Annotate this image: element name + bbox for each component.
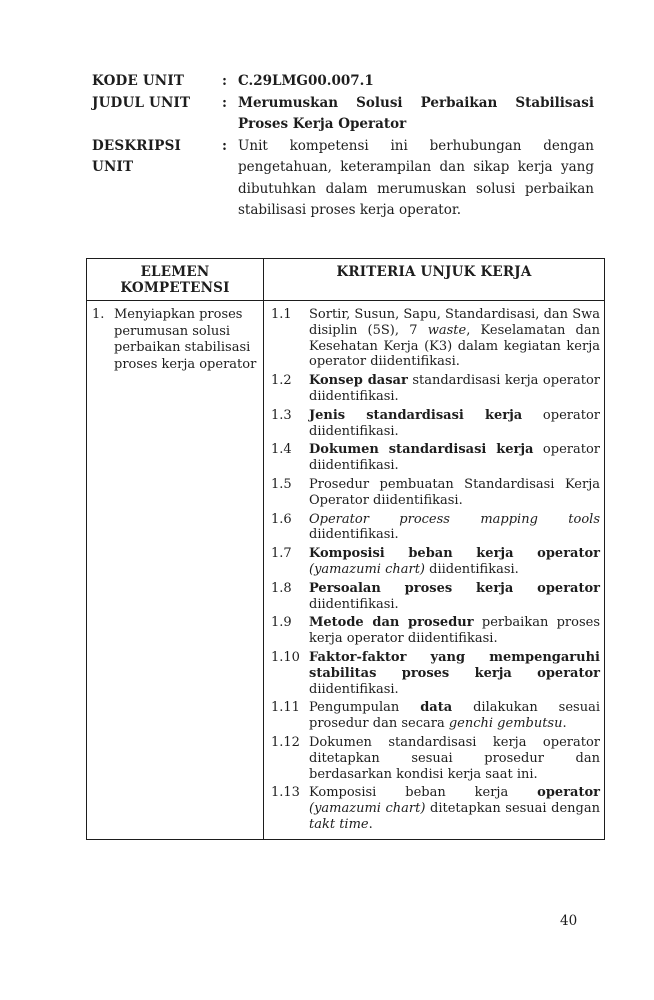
kriteria-item <box>271 735 600 782</box>
kriteria-text: Dokumen standardisasi kerja operator ditetapkan sesuai prosedur dan berdasarkan kondisi kerja saat ini. <box>309 734 600 782</box>
kriteria-item <box>271 581 600 613</box>
kriteria-text: Jenis standardisasi kerja operator diidentifikasi. <box>309 407 600 439</box>
kriteria-text: Sortir, Susun, Sapu, Standardisasi, dan Swa disiplin (5S), 7 waste, Keselamatan dan Kesehatan Kerja (K3) dalam kegiatan kerja operator diidentifikasi. <box>309 307 600 370</box>
kriteria-item <box>271 546 600 578</box>
kriteria-number: 1.3 <box>271 407 292 423</box>
unit-header <box>92 71 594 222</box>
elemen-item <box>92 307 259 373</box>
kriteria-item <box>271 650 600 697</box>
unit-header-row-kode <box>92 71 594 93</box>
kriteria-number: 1.2 <box>271 373 292 389</box>
elemen-number: 1. <box>92 307 105 322</box>
kriteria-number: 1.9 <box>271 615 292 631</box>
deskripsi-unit-value: Unit kompetensi ini berhubungan dengan pengetahuan, keterampilan dan sikap kerja yang dibutuhkan dalam merumuskan solusi perbaikan stabilisasi proses kerja operator. <box>238 137 594 218</box>
kriteria-number: 1.5 <box>271 476 292 492</box>
kriteria-item <box>271 307 600 370</box>
kriteria-text: Persoalan proses kerja operator diidentifikasi. <box>309 580 600 612</box>
kode-unit-value: C.29LMG00.007.1 <box>238 73 374 89</box>
kriteria-item <box>271 477 600 509</box>
page-number: 40 <box>560 913 578 929</box>
kompetensi-table <box>86 258 605 840</box>
table-row <box>87 301 605 840</box>
judul-unit-colon: : <box>222 94 227 111</box>
deskripsi-unit-colon: : <box>222 137 227 154</box>
kriteria-text: Metode dan prosedur perbaikan proses kerja operator diidentifikasi. <box>309 615 600 647</box>
deskripsi-unit-label: DESKRIPSI UNIT <box>92 137 182 175</box>
kriteria-item <box>271 512 600 544</box>
kriteria-item <box>271 408 600 440</box>
kriteria-text: Operator process mapping tools diidentifikasi. <box>309 511 600 543</box>
kriteria-number: 1.1 <box>271 307 292 322</box>
kriteria-text: Komposisi beban kerja operator (yamazumi chart) ditetapkan sesuai dengan takt time. <box>309 785 600 832</box>
kriteria-number: 1.10 <box>271 649 300 665</box>
kriteria-number: 1.6 <box>271 511 292 527</box>
kriteria-number: 1.11 <box>271 700 300 716</box>
kriteria-number: 1.4 <box>271 442 292 458</box>
judul-unit-value: Merumuskan Solusi Perbaikan Stabilisasi Proses Kerja Operator <box>238 94 594 132</box>
kriteria-text: Faktor-faktor yang mempengaruhi stabilitas proses kerja operator diidentifikasi. <box>309 649 600 697</box>
kriteria-item <box>271 785 600 832</box>
kriteria-item <box>271 700 600 732</box>
kriteria-item <box>271 615 600 647</box>
table-header-row <box>87 259 605 301</box>
kriteria-text: Prosedur pembuatan Standardisasi Kerja Operator diidentifikasi. <box>309 476 600 508</box>
kriteria-list <box>271 307 600 833</box>
kriteria-item <box>271 442 600 474</box>
column-header-kriteria-unjuk-kerja: KRITERIA UNJUK KERJA <box>264 259 605 301</box>
judul-unit-label: JUDUL UNIT <box>92 94 191 111</box>
kriteria-number: 1.12 <box>271 734 300 750</box>
kriteria-unjuk-kerja-cell <box>264 301 605 840</box>
unit-header-row-deskripsi <box>92 136 594 222</box>
unit-header-row-judul <box>92 93 594 136</box>
kriteria-text: Komposisi beban kerja operator (yamazumi chart) diidentifikasi. <box>309 546 600 577</box>
kriteria-number: 1.13 <box>271 785 300 801</box>
elemen-text: Menyiapkan proses perumusan solusi perbaikan stabilisasi proses kerja operator <box>114 307 257 372</box>
elemen-kompetensi-cell <box>87 301 264 840</box>
kode-unit-colon: : <box>222 73 227 89</box>
kriteria-text: Dokumen standardisasi kerja operator diidentifikasi. <box>309 442 600 474</box>
kriteria-number: 1.7 <box>271 546 292 562</box>
kriteria-text: Konsep dasar standardisasi kerja operator diidentifikasi. <box>309 373 601 404</box>
kriteria-item <box>271 373 600 405</box>
kode-unit-label: KODE UNIT <box>92 73 185 89</box>
column-header-elemen-kompetensi: ELEMEN KOMPETENSI <box>87 259 264 301</box>
kriteria-number: 1.8 <box>271 580 292 596</box>
kriteria-text: Pengumpulan data dilakukan sesuai prosedur dan secara genchi gembutsu. <box>309 700 600 732</box>
